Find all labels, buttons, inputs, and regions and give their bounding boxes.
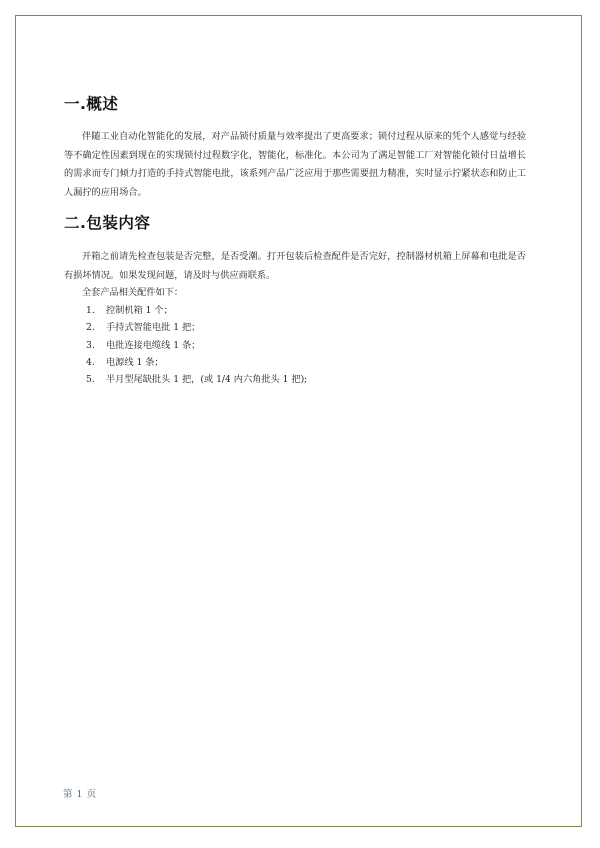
list-item-text: 电源线 1 条； bbox=[106, 356, 164, 368]
page-prefix: 第 bbox=[63, 789, 73, 800]
section-title-package-contents: 二.包装内容 bbox=[64, 214, 151, 232]
page-number: 1 bbox=[76, 789, 83, 800]
list-item bbox=[86, 319, 307, 336]
list-item-number: 5. bbox=[86, 374, 95, 386]
page-suffix: 页 bbox=[86, 789, 97, 800]
package-intro: 全套产品相关配件如下： bbox=[82, 287, 184, 298]
page-footer bbox=[63, 786, 100, 800]
list-item-number: 2. bbox=[86, 322, 95, 334]
list-item bbox=[86, 337, 307, 354]
list-item-text: 电批连接电缆线 1 条； bbox=[106, 339, 201, 351]
list-item bbox=[86, 354, 307, 371]
overview-paragraph: 伴随工业自动化智能化的发展，对产品锁付质量与效率提出了更高要求；锁付过程从原来的凭个人感觉与经验等不确定性因素到现在的实现锁付过程数字化，智能化，标准化。本公司为了满足智能工厂对智能化锁付日益增长的需求而专门倾力打造的手持式智能电批，该系列产品广泛应用于那些需要扭力精准，实时显示拧紧状态和防止工人漏拧的应用场合。 bbox=[64, 131, 526, 198]
list-item-number: 1. bbox=[86, 305, 95, 316]
list-item-text: 半月型尾缺批头 1 把，(或 1/4 内六角批头 1 把); bbox=[106, 374, 308, 386]
list-item bbox=[86, 302, 307, 319]
list-item bbox=[86, 371, 307, 388]
list-item-number: 4. bbox=[86, 356, 95, 368]
list-item-text: 控制机箱 1 个； bbox=[106, 305, 173, 316]
list-item-number: 3. bbox=[86, 339, 95, 351]
accessory-list bbox=[86, 302, 307, 388]
list-item-text: 手持式智能电批 1 把； bbox=[106, 322, 201, 334]
section-title-overview: 一.概述 bbox=[64, 95, 119, 113]
package-paragraph: 开箱之前请先检查包装是否完整，是否受潮。打开包装后检查配件是否完好，控制器材机箱上屏幕和电批是否有损坏情况。如果发现问题，请及时与供应商联系。 bbox=[64, 251, 526, 281]
